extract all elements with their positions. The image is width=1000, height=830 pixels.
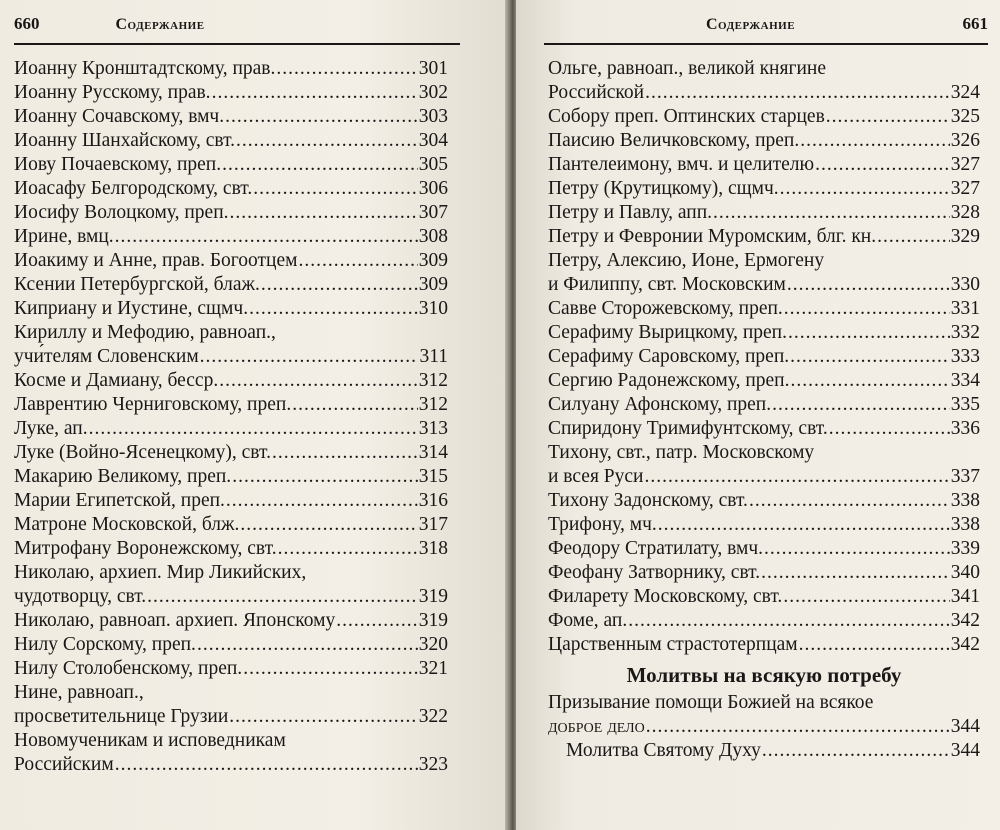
dot-leader [249,297,418,321]
toc-entry-title: Петру (Крутицкому), сщмч. [548,178,779,199]
toc-entry-title: и всея Руси [548,466,644,487]
toc-entry-title: Сергию Радонежскому, преп. [548,370,790,391]
toc-page-number: 307 [418,202,448,223]
toc-line [14,57,448,81]
toc-entry-title: Нилу Столобенскому, преп. [14,658,243,679]
toc-entry [14,105,448,129]
toc-page-number: 326 [950,130,980,151]
dot-leader [790,345,950,369]
dot-leader [115,225,418,249]
toc-entry-title: Матроне Московской, блж. [14,514,240,535]
toc-line [14,129,448,153]
toc-page-number: 312 [418,394,448,415]
toc-line [548,81,980,105]
toc-line [14,609,448,633]
toc-line [14,465,448,489]
toc-entry [14,201,448,225]
toc-entry-title: Силуану Афонскому, преп. [548,394,772,415]
dot-leader [292,393,418,417]
toc-entry-title: Иоасафу Белгородскому, свт. [14,178,253,199]
toc-page-number: 342 [950,634,980,655]
toc-page-number: 335 [950,394,980,415]
toc-entry-title: и Филиппу, свт. Московским [548,274,786,295]
toc-line [14,249,448,273]
toc-line [14,441,448,465]
toc-line [548,105,980,129]
toc-entry-title: Фоме, ап. [548,610,628,631]
toc-entry-title: Савве Сторожевскому, преп. [548,298,783,319]
dot-leader [762,739,950,763]
toc-entry-title: Тихону Задонскому, свт. [548,490,748,511]
toc-entry [548,513,980,537]
toc-entry [14,129,448,153]
toc-entry [14,393,448,417]
page-number: 661 [962,14,988,33]
dot-leader [784,297,950,321]
dot-leader [222,153,418,177]
toc-entry-title: Нилу Сорскому, преп. [14,634,196,655]
toc-line [548,129,980,153]
dot-leader [200,345,419,369]
toc-entry-title: Макарию Великому, преп. [14,466,232,487]
dot-leader [787,273,950,297]
running-head [544,14,988,38]
toc-line [548,225,980,249]
page-number: 660 [14,14,40,33]
toc-entry [14,81,448,105]
toc-entry-title: Николаю, архиеп. Мир Ликийских, [14,562,307,583]
dot-leader [658,513,950,537]
toc-entry [14,57,448,81]
toc-entry [14,537,448,561]
toc-entry [548,249,980,297]
toc-line [14,297,448,321]
toc-line [548,715,980,739]
toc-line [548,345,980,369]
toc-entry-title: Иоакиму и Анне, прав. Богоотцем [14,250,298,271]
dot-leader [815,153,950,177]
toc-page-number: 337 [950,466,980,487]
toc-entry [14,153,448,177]
toc-entry-title: Филарету Московскому, свт. [548,586,783,607]
running-title: Содержание [706,16,796,33]
toc-line [14,705,448,729]
toc-entry [548,57,980,105]
toc-page-number: 312 [418,370,448,391]
dot-leader [790,369,949,393]
toc-page-number: 309 [418,250,448,271]
toc-entry [548,177,980,201]
toc-page-number: 341 [950,586,980,607]
toc-entry [548,393,980,417]
toc-entry [14,249,448,273]
toc-page-number: 320 [418,634,448,655]
toc-entry-title: Призывание помощи Божией на всякое [548,692,874,713]
toc-entry-title: Петру, Алексию, Ионе, Ермогену [548,250,825,271]
toc-entry [548,105,980,129]
toc-entry [548,153,980,177]
toc-line [14,273,448,297]
toc-page-number: 310 [418,298,448,319]
toc-line [548,201,980,225]
right-page [516,0,1000,830]
toc-page-number: 332 [950,322,980,343]
toc-line [14,681,448,705]
toc-page-number: 306 [418,178,448,199]
section-heading: Молитвы на всякую потребу [626,663,902,687]
dot-leader [298,249,417,273]
toc-entry-title: Иоанну Кронштадтскому, прав. [14,58,276,79]
dot-leader [276,57,417,81]
dot-leader [761,561,950,585]
toc-entry-title: Кириллу и Мефодию, равноап., [14,322,276,343]
toc-page-number: 327 [950,178,980,199]
dot-leader [147,585,418,609]
toc-line [14,177,448,201]
toc-entry [14,657,448,681]
dot-leader [197,633,418,657]
dot-leader [240,513,417,537]
dot-leader [336,609,418,633]
toc-page-number: 304 [418,130,448,151]
toc-line [548,441,980,465]
toc-entry-title: Российским [14,754,114,775]
toc-entry-title: чудотворцу, свт. [14,586,147,607]
toc-line [548,57,980,81]
toc-line [14,105,448,129]
toc-line [14,657,448,681]
toc-entry-title: Иоанну Шанхайскому, свт. [14,130,236,151]
toc-line [14,81,448,105]
toc-line [548,369,980,393]
toc-entry [548,225,980,249]
toc-entry-title: доброе дело [548,716,645,737]
dot-leader [788,321,950,345]
toc-entry [548,537,980,561]
toc-entry-title: Косме и Дамиану, бесср. [14,370,219,391]
dot-leader [799,633,950,657]
dot-leader [829,417,950,441]
toc-page-number: 331 [950,298,980,319]
dot-leader [232,465,418,489]
toc-entry-title: Трифону, мч. [548,514,657,535]
toc-list [14,57,448,777]
toc-page-number: 327 [950,154,980,175]
toc-entry-title: Иосифу Волоцкому, преп. [14,202,229,223]
toc-line [14,729,448,753]
dot-leader [645,81,950,105]
toc-entry-title: Луке (Войно-Ясенецкому), свт. [14,442,271,463]
toc-line [548,321,980,345]
toc-entry [548,297,980,321]
toc-page-number: 319 [418,610,448,631]
toc-line [548,177,980,201]
toc-line [14,201,448,225]
toc-page-number: 303 [418,106,448,127]
toc-entry-title: Серафиму Саровскому, преп. [548,346,790,367]
toc-line [548,691,980,715]
toc-entry-title: Молитва Святому Духу [566,740,761,761]
toc-page-number: 340 [950,562,980,583]
toc-entry [14,561,448,609]
toc-line [14,513,448,537]
dot-leader [229,705,417,729]
toc-page-number: 323 [418,754,448,775]
toc-page-number: 344 [950,740,980,761]
toc-page-number: 315 [418,466,448,487]
dot-leader [764,537,950,561]
toc-entry-title: Ксении Петербургской, блаж. [14,274,260,295]
toc-entry [14,225,448,249]
toc-entry-title: Петру и Павлу, апп. [548,202,713,223]
toc-list [548,57,980,763]
toc-page-number: 313 [418,418,448,439]
toc-entry-title: Царственным страстотерпцам [548,634,798,655]
toc-entry-title: Иоанну Сочавскому, вмч. [14,106,225,127]
toc-entry-title: учи́телям Словенским [14,346,199,367]
toc-entry-title: Собору преп. Оптинских старцев [548,106,825,127]
dot-leader [272,441,418,465]
toc-entry [548,739,980,763]
toc-line [548,537,980,561]
dot-leader [115,753,418,777]
toc-page-number: 308 [418,226,448,247]
dot-leader [225,105,418,129]
toc-entry [548,345,980,369]
toc-entry-title: Луке, ап. [14,418,88,439]
toc-line [14,321,448,345]
toc-line [548,609,980,633]
toc-entry [548,129,980,153]
toc-page-number: 311 [419,346,448,367]
toc-entry [14,369,448,393]
toc-line [14,345,448,369]
dot-leader [219,369,418,393]
toc-entry-title: Российской [548,82,645,103]
toc-entry-title: Ирине, вмц. [14,226,114,247]
toc-line [548,153,980,177]
dot-leader [783,585,949,609]
toc-entry-title: Митрофану Воронежскому, свт. [14,538,277,559]
toc-line [14,369,448,393]
dot-leader [772,393,950,417]
toc-entry [548,417,980,441]
dot-leader [749,489,950,513]
toc-page-number: 330 [950,274,980,295]
toc-entry-title: Паисию Величковскому, преп. [548,130,800,151]
toc-entry [14,633,448,657]
toc-entry-title: Лаврентию Черниговскому, преп. [14,394,292,415]
dot-leader [713,201,950,225]
toc-line [14,585,448,609]
dot-leader [628,609,950,633]
dot-leader [230,201,418,225]
toc-entry [548,369,980,393]
dot-leader [646,715,950,739]
toc-page-number: 324 [950,82,980,103]
toc-line [14,537,448,561]
toc-line [14,753,448,777]
toc-line [14,417,448,441]
dot-leader [253,177,418,201]
dot-leader [877,225,950,249]
toc-entry [14,681,448,729]
toc-entry-title: Иоанну Русскому, прав. [14,82,211,103]
toc-page-number: 322 [418,706,448,727]
toc-page-number: 342 [950,610,980,631]
dot-leader [780,177,950,201]
toc-page-number: 319 [418,586,448,607]
toc-page-number: 309 [418,274,448,295]
toc-entry [548,201,980,225]
toc-entry [548,609,980,633]
toc-entry [14,321,448,369]
toc-page-number: 336 [950,418,980,439]
header-rule [544,43,988,45]
toc-entry [548,321,980,345]
toc-entry-title: Новомученикам и исповедникам [14,730,286,751]
toc-entry-title: Феофану Затворнику, свт. [548,562,761,583]
toc-entry-title: Феодору Стратилату, вмч. [548,538,763,559]
toc-entry [14,465,448,489]
toc-page-number: 338 [950,514,980,535]
toc-line [548,585,980,609]
toc-line [548,561,980,585]
toc-line [14,393,448,417]
toc-page-number: 333 [950,346,980,367]
toc-line [548,739,980,763]
toc-page-number: 301 [418,58,448,79]
toc-entry [14,417,448,441]
toc-page-number: 318 [418,538,448,559]
toc-entry-title: просветительнице Грузии [14,706,229,727]
toc-entry-title: Николаю, равноап. архиеп. Японскому [14,610,336,631]
running-title: Содержание [115,16,205,33]
dot-leader [278,537,418,561]
toc-entry-title: Марии Египетской, преп. [14,490,225,511]
toc-line [548,393,980,417]
toc-page-number: 321 [418,658,448,679]
toc-entry [548,633,980,657]
header-rule [14,43,460,45]
dot-leader [826,105,950,129]
toc-entry [14,513,448,537]
toc-entry-title: Нине, равноап., [14,682,144,703]
toc-line [14,225,448,249]
toc-page-number: 344 [950,716,980,737]
running-head [14,14,464,38]
toc-line [548,417,980,441]
toc-line [14,561,448,585]
toc-line [548,297,980,321]
toc-entry [14,273,448,297]
toc-line [14,489,448,513]
toc-page-number: 325 [950,106,980,127]
toc-entry-title: Петру и Февронии Муромским, блг. кн. [548,226,877,247]
toc-page-number: 316 [418,490,448,511]
toc-line [548,489,980,513]
toc-page-number: 338 [950,490,980,511]
dot-leader [89,417,418,441]
toc-line [14,633,448,657]
toc-entry-title: Спиридону Тримифунтскому, свт. [548,418,828,439]
toc-entry [548,585,980,609]
toc-line [548,465,980,489]
toc-page-number: 302 [418,82,448,103]
toc-line [548,273,980,297]
toc-entry [548,561,980,585]
toc-entry [548,691,980,739]
dot-leader [243,657,418,681]
toc-entry [14,441,448,465]
toc-entry-title: Ольге, равноап., великой княгине [548,58,826,79]
toc-entry-title: Иову Почаевскому, преп. [14,154,222,175]
toc-entry [14,177,448,201]
toc-page-number: 314 [418,442,448,463]
toc-entry [14,489,448,513]
dot-leader [212,81,418,105]
toc-entry [14,729,448,777]
dot-leader [226,489,418,513]
toc-page-number: 328 [950,202,980,223]
toc-entry [14,297,448,321]
dot-leader [261,273,418,297]
toc-entry [548,489,980,513]
toc-entry [548,441,980,489]
dot-leader [800,129,950,153]
toc-page-number: 334 [950,370,980,391]
toc-entry-title: Пантелеимону, вмч. и целителю [548,154,815,175]
toc-page-number: 305 [418,154,448,175]
toc-page-number: 329 [950,226,980,247]
dot-leader [236,129,418,153]
dot-leader [644,465,949,489]
toc-line [548,513,980,537]
toc-line [14,153,448,177]
toc-entry [14,609,448,633]
toc-line [548,249,980,273]
toc-entry-title: Серафиму Вырицкому, преп. [548,322,787,343]
toc-page-number: 339 [950,538,980,559]
toc-page-number: 317 [418,514,448,535]
toc-entry-title: Тихону, свт., патр. Московскому [548,442,815,463]
toc-line [548,633,980,657]
toc-entry-title: Киприану и Иустине, сщмч. [14,298,249,319]
